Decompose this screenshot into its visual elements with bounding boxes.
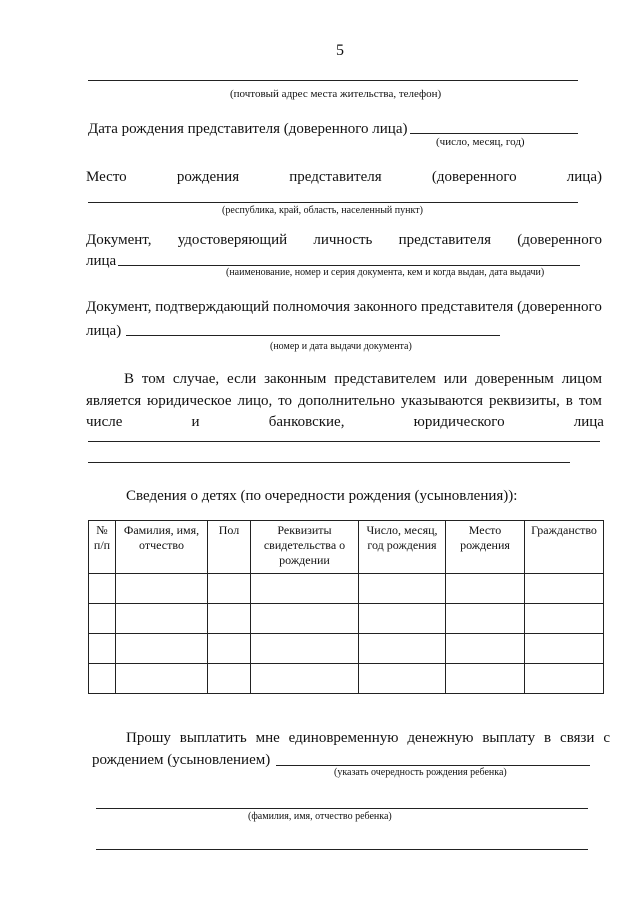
children-table	[88, 520, 604, 694]
dob-label: Дата рождения представителя (доверенного лица)	[88, 121, 408, 137]
request-line2: рождением (усыновлением)	[92, 752, 271, 768]
table-row	[89, 604, 604, 634]
legal-entity-fill-line1	[88, 441, 600, 442]
legal-entity-line2: является юридическое лицо, то дополнительно указываются реквизиты, в том	[86, 393, 602, 409]
legal-entity-fill-line2	[88, 462, 570, 463]
birthplace-label: Место рождения представителя (доверенного лица)	[86, 169, 602, 185]
request-line1: Прошу выплатить мне единовременную денежную выплату в связи с	[126, 730, 610, 746]
address-caption: (почтовый адрес места жительства, телефон)	[230, 88, 442, 100]
id-doc-label: Документ, удостоверяющий личность представителя (доверенного	[86, 232, 602, 248]
authority-doc-label: Документ, подтверждающий полномочия законного представителя (доверенного	[86, 299, 602, 315]
authority-doc-caption: (номер и дата выдачи документа)	[270, 341, 412, 352]
id-doc-label-line2: лица	[86, 253, 117, 269]
col-birth-date: Число, месяц, год рождения	[359, 521, 446, 574]
authority-doc-line	[126, 335, 500, 336]
page-number: 5	[336, 42, 344, 59]
col-sex: Пол	[208, 521, 251, 574]
table-row	[89, 634, 604, 664]
children-table-header	[89, 521, 604, 574]
authority-doc-label-line2: лица)	[86, 323, 122, 339]
birth-order-caption: (указать очередность рождения ребенка)	[334, 767, 507, 778]
birthplace-caption: (республика, край, область, населенный пункт)	[222, 205, 423, 216]
col-full-name: Фамилия, имя, отчество	[116, 521, 208, 574]
dob-caption: (число, месяц, год)	[436, 136, 525, 148]
id-doc-line	[118, 265, 580, 266]
child-name-line-2	[96, 849, 588, 850]
birth-order-line	[276, 765, 590, 766]
birthplace-line	[88, 202, 578, 203]
children-heading: Сведения о детях (по очередности рождения (усыновления)):	[126, 488, 518, 504]
col-number: № п/п	[89, 521, 116, 574]
table-row	[89, 664, 604, 694]
dob-line	[410, 133, 578, 134]
child-name-caption: (фамилия, имя, отчество ребенка)	[248, 811, 392, 822]
col-birthplace: Место рождения	[446, 521, 525, 574]
id-doc-caption: (наименование, номер и серия документа, кем и когда выдан, дата выдачи)	[226, 267, 545, 278]
legal-entity-line1: В том случае, если законным представителем или доверенным лицом	[124, 371, 602, 387]
table-row	[89, 574, 604, 604]
col-certificate: Реквизиты свидетельства о рождении	[251, 521, 359, 574]
child-name-line	[96, 808, 588, 809]
col-citizenship: Гражданство	[525, 521, 604, 574]
address-line	[88, 80, 578, 81]
legal-entity-line3: числе и банковские, юридического лица	[86, 414, 604, 430]
